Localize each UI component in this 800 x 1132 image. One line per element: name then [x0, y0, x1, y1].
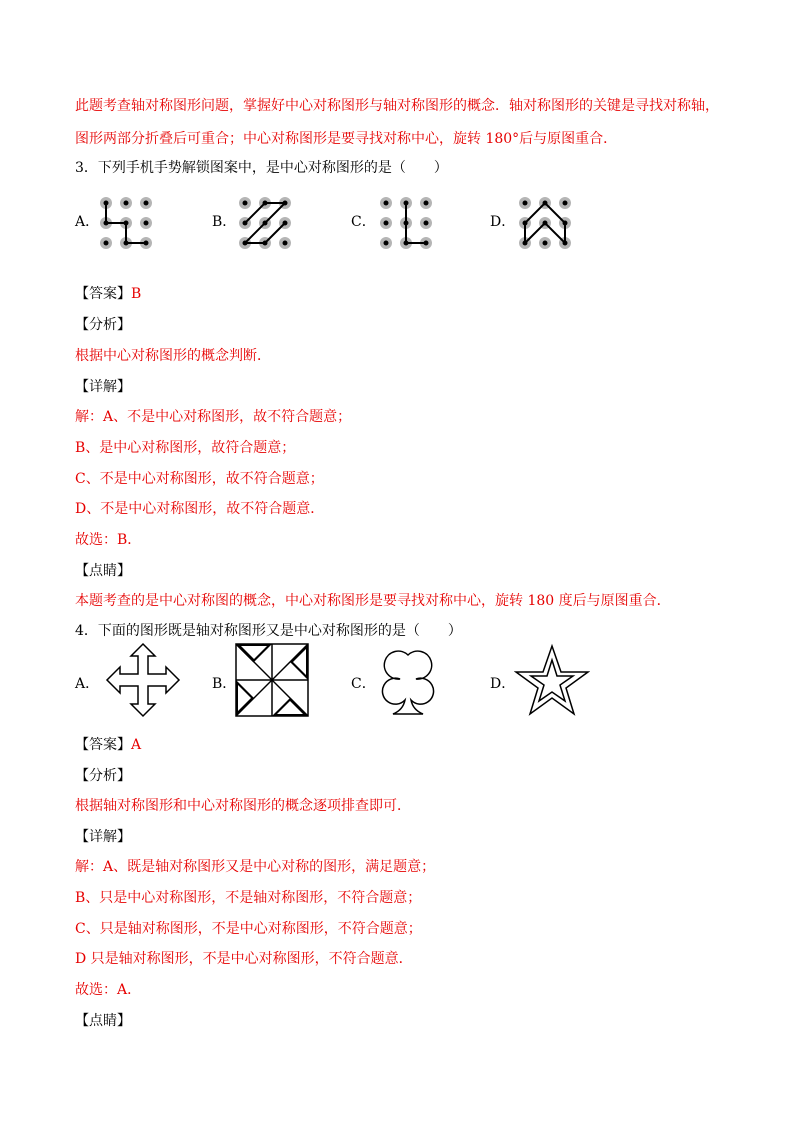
question-4-answer [75, 735, 141, 755]
option-b [212, 188, 342, 258]
detail-line: 解：A、不是中心对称图形，故不符合题意； [75, 409, 352, 425]
four-way-arrow-figure [103, 642, 183, 718]
choice-text: 故选：B． [75, 532, 142, 548]
option-a [75, 642, 205, 722]
question-3-answer [75, 284, 141, 304]
option-c-label: C． [351, 214, 376, 230]
choice-text: 故选：A． [75, 982, 142, 998]
detail-line: B、是中心对称图形，故符合题意； [75, 440, 296, 456]
option-a [75, 188, 205, 258]
comment-label: 【点睛】 [75, 563, 131, 579]
analysis-text: 根据中心对称图形的概念判断． [75, 348, 271, 364]
detail-line: B、只是中心对称图形，不是轴对称图形，不符合题意； [75, 890, 422, 906]
analysis-label: 【分析】 [75, 768, 131, 784]
comment-label: 【点睛】 [75, 1013, 131, 1029]
double-star-figure [514, 642, 590, 718]
analysis-text: 根据轴对称图形和中心对称图形的概念逐项排查即可． [75, 798, 411, 814]
option-c [351, 642, 481, 722]
option-a-label: A． [75, 676, 100, 692]
intro-line-1: 此题考查轴对称图形问题，掌握好中心对称图形与轴对称图形的概念．轴对称图形的关键是寻找对称轴， [75, 98, 719, 114]
option-b-label: B． [212, 214, 237, 230]
detail-label: 【详解】 [75, 829, 131, 845]
detail-line: C、只是轴对称图形，不是中心对称图形，不符合题意； [75, 921, 422, 937]
option-c [351, 188, 481, 258]
answer-value: A [131, 737, 142, 753]
detail-line: D 只是轴对称图形，不是中心对称图形，不符合题意． [75, 951, 413, 967]
option-d [490, 188, 620, 258]
detail-line: 解：A、既是轴对称图形又是中心对称的图形，满足题意； [75, 859, 436, 875]
option-b-label: B． [212, 676, 237, 692]
option-c-label: C． [351, 676, 376, 692]
detail-label: 【详解】 [75, 379, 131, 395]
answer-label: 【答案】 [75, 737, 131, 753]
lock-pattern-b-figure [234, 192, 296, 254]
question-3-stem: 3．下列手机手势解锁图案中，是中心对称图形的是（ ） [75, 160, 448, 176]
question-4-stem: 4．下面的图形既是轴对称图形又是中心对称图形的是（ ） [75, 623, 462, 639]
detail-line: D、不是中心对称图形，故不符合题意． [75, 501, 325, 517]
lock-pattern-c-figure [375, 192, 437, 254]
detail-line: C、不是中心对称图形，故不符合题意； [75, 471, 324, 487]
lock-pattern-a-figure [95, 192, 157, 254]
option-d-label: D． [490, 214, 516, 230]
lock-pattern-d-figure [514, 192, 576, 254]
question-3-options [75, 188, 595, 258]
option-b [212, 642, 342, 722]
comment-text: 本题考查的是中心对称图的概念，中心对称图形是要寻找对称中心，旋转 180 度后与原图重合． [75, 593, 671, 609]
answer-label: 【答案】 [75, 286, 131, 302]
intro-line-2: 图形两部分折叠后可重合；中心对称图形是要寻找对称中心，旋转 180°后与原图重合． [75, 131, 618, 147]
club-shape-figure [373, 642, 443, 718]
analysis-label: 【分析】 [75, 317, 131, 333]
option-d [490, 642, 620, 722]
pinwheel-square-figure [234, 642, 310, 718]
option-a-label: A． [75, 214, 100, 230]
option-d-label: D． [490, 676, 516, 692]
question-4-options [75, 642, 595, 722]
answer-value: B [131, 286, 142, 302]
